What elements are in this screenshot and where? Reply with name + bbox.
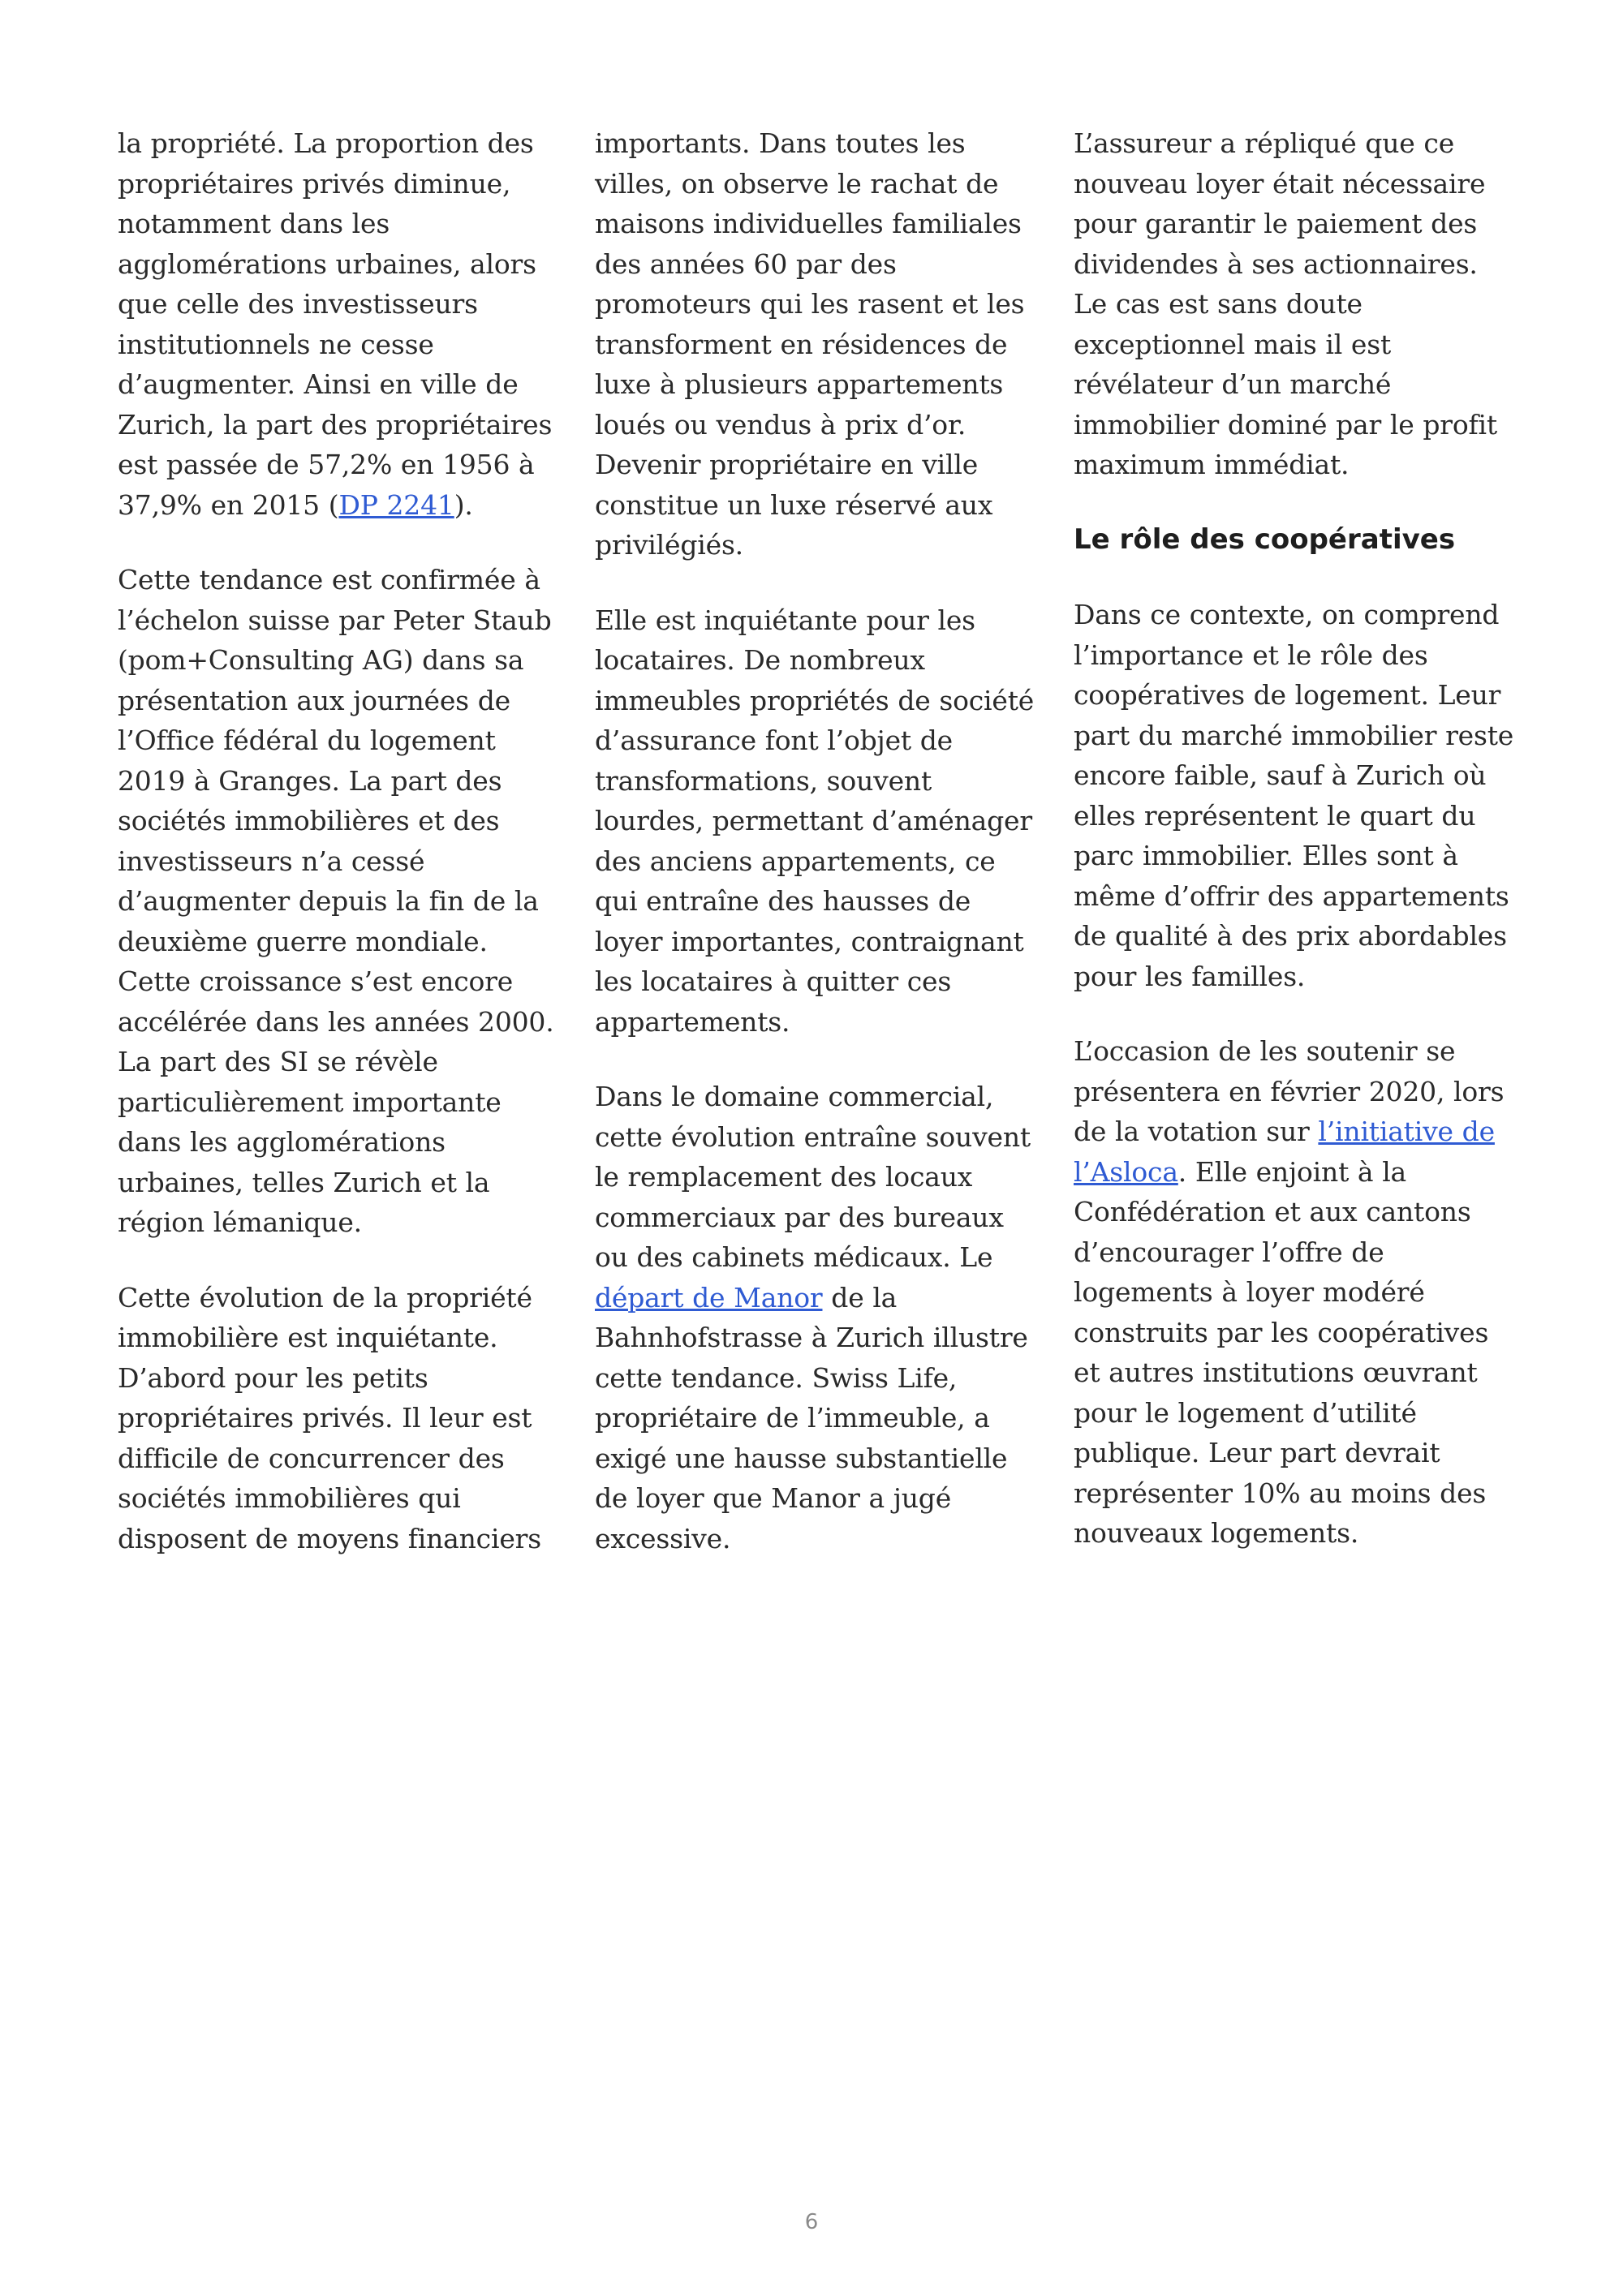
text-column-3 <box>1074 123 1516 1589</box>
paragraph-text: Dans le domaine commercial, cette évolution entraîne souvent le remplacement des locaux commerciaux par des bureaux ou des cabinets médicaux. Le <box>595 1081 1031 1273</box>
paragraph-text: ). <box>454 488 473 521</box>
paragraph: Dans ce contexte, on comprend l’importance et le rôle des coopératives de logement. Leur part du marché immobilier reste encore faible, sauf à Zurich où elles représentent le quart du parc immobilier. Elles sont à même d’offrir des appartements de qualité à des prix abordables pour les familles. <box>1074 599 1514 992</box>
paragraph <box>595 1077 1037 1559</box>
page-number: 6 <box>804 2210 819 2234</box>
paragraph: importants. Dans toutes les villes, on observe le rachat de maisons individuelles familiales des années 60 par des promoteurs qui les rasent et les transforment en résidences de luxe à plusieurs appartements loués ou vendus à prix d’or. Devenir propriétaire en ville constitue un luxe réservé aux privilégiés. <box>595 127 1025 561</box>
paragraph-text: de la Bahnhofstrasse à Zurich illustre cette tendance. Swiss Life, propriétaire de l’immeuble, a exigé une hausse substantielle de loyer que Manor a jugé excessive. <box>595 1281 1028 1554</box>
paragraph-text: . Elle enjoint à la Confédération et aux cantons d’encourager l’offre de logements à loyer modéré construits par les coopératives et autres institutions œuvrant pour le logement d’utilité publique. Leur part devrait représenter 10% au moins des nouveaux logements. <box>1074 1155 1489 1549</box>
paragraph: Cette tendance est confirmée à l’échelon suisse par Peter Staub (pom+Consulting AG) dans sa présentation aux journées de l’Office fédéral du logement 2019 à Granges. La part des sociétés immobilières et des investisseurs n’a cessé d’augmenter depuis la fin de la deuxième guerre mondiale. Cette croissance s’est encore accélérée dans les années 2000. La part des SI se révèle particulièrement importante dans les agglomérations urbaines, telles Zurich et la région lémanique. <box>118 564 554 1238</box>
text-column-1 <box>118 123 560 1593</box>
depart-de-manor-link[interactable]: départ de Manor <box>595 1281 823 1314</box>
paragraph: Elle est inquiétante pour les locataires. De nombreux immeubles propriétés de société d’assurance font l’objet de transformations, souvent lourdes, permettant d’aménager des anciens appartements, ce qui entraîne des hausses de loyer importantes, contraignant les locataires à quitter ces appartements. <box>595 604 1035 1038</box>
paragraph-text: L’occasion de les soutenir se présentera en février 2020, lors de la votation sur <box>1074 1035 1505 1147</box>
text-column-2 <box>595 123 1037 1593</box>
section-heading: Le rôle des coopératives <box>1074 522 1456 556</box>
paragraph <box>1074 1031 1516 1554</box>
paragraph-text: la propriété. La proportion des propriétaires privés diminue, notamment dans les agglomérations urbaines, alors que celle des investisseurs institutionnels ne cesse d’augmenter. Ainsi en ville de Zurich, la part des propriétaires est passée de 57,2% en 1956 à 37,9% en 2015 ( <box>118 127 553 521</box>
paragraph: L’assureur a répliqué que ce nouveau loyer était nécessaire pour garantir le paiement des dividendes à ses actionnaires. Le cas est sans doute exceptionnel mais il est révélateur d’un marché immobilier dominé par le profit maximum immédiat. <box>1074 127 1497 480</box>
paragraph: Cette évolution de la propriété immobilière est inquiétante. D’abord pour les petits propriétaires privés. Il leur est difficile de concurrencer des sociétés immobilières qui disposent de moyens financiers <box>118 1281 541 1554</box>
dp-2241-link[interactable]: DP 2241 <box>338 488 454 521</box>
initiative-asloca-link[interactable]: l’initiative de l’Asloca <box>1074 1116 1495 1188</box>
paragraph <box>118 123 560 525</box>
